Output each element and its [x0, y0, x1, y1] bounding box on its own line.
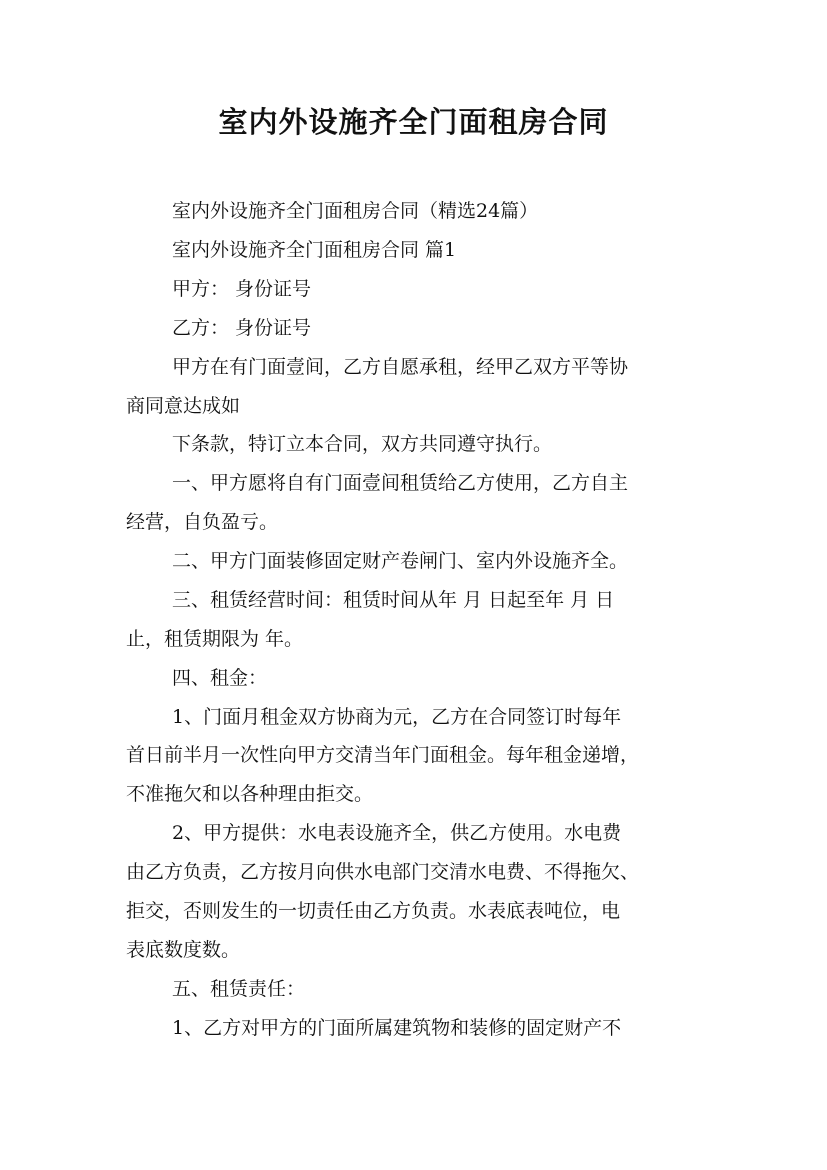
document-title: 室内外设施齐全门面租房合同	[218, 105, 609, 139]
text-line: 乙方： 身份证号	[172, 317, 312, 339]
text-line: 由乙方负责，乙方按月向供水电部门交清水电费、不得拖欠、	[126, 861, 640, 883]
text-line: 四、租金：	[172, 667, 268, 689]
text-line: 甲方在有门面壹间，乙方自愿承租，经甲乙双方平等协	[172, 356, 629, 378]
text-line: 经营，自负盈亏。	[126, 511, 279, 533]
text-line: 表底数度数。	[126, 939, 241, 961]
text-line: 二、甲方门面装修固定财产卷闸门、室内外设施齐全。	[172, 550, 629, 572]
text-line: 不准拖欠和以各种理由拒交。	[126, 783, 374, 805]
text-line: 下条款，特订立本合同，双方共同遵守执行。	[172, 433, 553, 455]
text-line: 一、甲方愿将自有门面壹间租赁给乙方使用，乙方自主	[172, 472, 629, 494]
text-line: 三、租赁经营时间：租赁时间从年 月 日起至年 月 日	[172, 589, 615, 611]
text-line: 2、甲方提供：水电表设施齐全，供乙方使用。水电费	[172, 822, 622, 844]
text-line: 室内外设施齐全门面租房合同 篇1	[172, 239, 457, 261]
text-line: 止，租赁期限为 年。	[126, 628, 304, 650]
text-line: 五、租赁责任：	[172, 978, 306, 1000]
text-line: 拒交，否则发生的一切责任由乙方负责。水表底表吨位，电	[126, 900, 621, 922]
text-line: 1、乙方对甲方的门面所属建筑物和装修的固定财产不	[172, 1017, 622, 1039]
text-line: 甲方： 身份证号	[172, 278, 312, 300]
text-line: 1、门面月租金双方协商为元，乙方在合同签订时每年	[172, 706, 622, 728]
text-line: 商同意达成如	[126, 395, 241, 417]
text-line: 室内外设施齐全门面租房合同（精选24篇）	[172, 200, 539, 222]
text-line: 首日前半月一次性向甲方交清当年门面租金。每年租金递增，	[126, 744, 640, 766]
